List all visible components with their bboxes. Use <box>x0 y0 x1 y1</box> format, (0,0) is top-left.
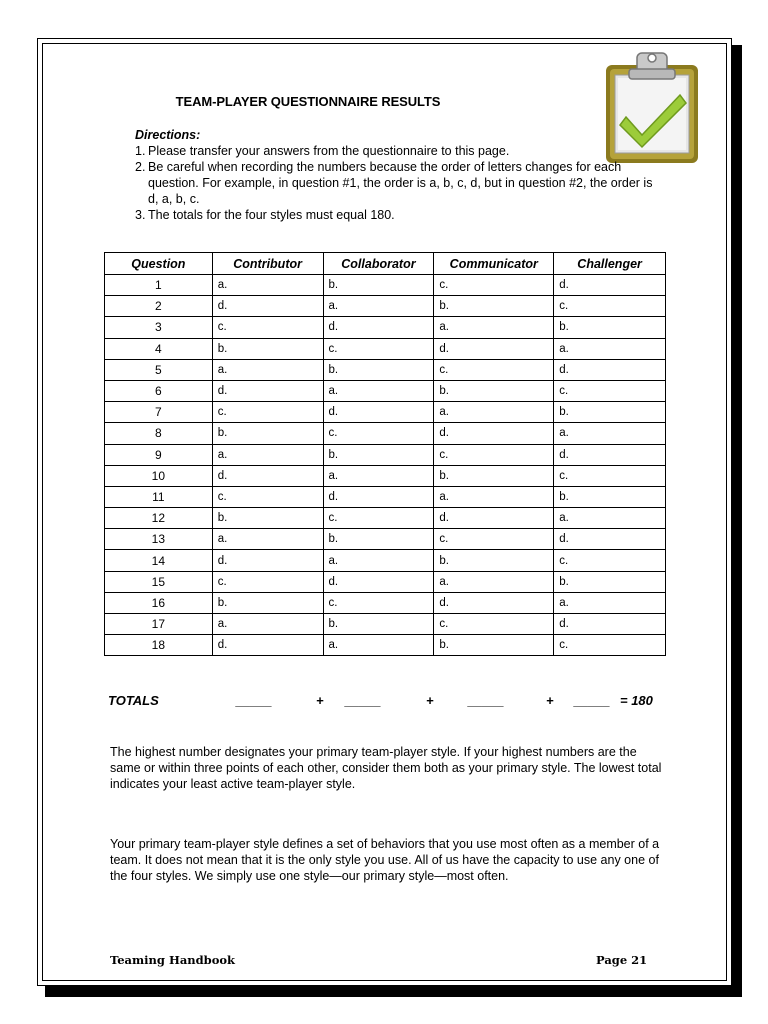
answer-cell: a. <box>212 529 323 550</box>
page-title: TEAM-PLAYER QUESTIONNAIRE RESULTS <box>175 94 441 109</box>
answer-cell: c. <box>212 402 323 423</box>
question-number-cell: 12 <box>105 508 213 529</box>
header-challenger: Challenger <box>554 253 666 275</box>
total-blank-contributor: _____ <box>236 693 273 708</box>
answer-cell: c. <box>554 635 666 656</box>
answer-cell: d. <box>323 571 434 592</box>
table-row <box>105 275 666 296</box>
answer-cell: b. <box>323 275 434 296</box>
table-row <box>105 402 666 423</box>
answer-cell: c. <box>554 550 666 571</box>
header-communicator: Communicator <box>434 253 554 275</box>
table-row <box>105 571 666 592</box>
table-row <box>105 465 666 486</box>
table-row <box>105 444 666 465</box>
answer-cell: c. <box>323 508 434 529</box>
answer-cell: d. <box>323 402 434 423</box>
answer-cell: a. <box>434 402 554 423</box>
answer-cell: b. <box>323 359 434 380</box>
answer-cell: d. <box>434 423 554 444</box>
answer-cell: b. <box>434 635 554 656</box>
answer-cell: c. <box>554 380 666 401</box>
answer-cell: c. <box>434 444 554 465</box>
answer-cell: b. <box>212 592 323 613</box>
answer-cell: c. <box>323 592 434 613</box>
total-blank-collaborator: _____ <box>345 693 382 708</box>
answer-cell: b. <box>434 465 554 486</box>
question-number-cell: 2 <box>105 296 213 317</box>
table-row <box>105 508 666 529</box>
answer-cell: b. <box>323 444 434 465</box>
total-blank-challenger: _____ <box>574 693 611 708</box>
total-blank-communicator: _____ <box>468 693 505 708</box>
answer-cell: a. <box>323 635 434 656</box>
plus-sign: + <box>426 693 434 708</box>
answer-cell: b. <box>434 296 554 317</box>
question-number-cell: 1 <box>105 275 213 296</box>
question-number-cell: 16 <box>105 592 213 613</box>
answer-cell: d. <box>554 614 666 635</box>
question-number-cell: 17 <box>105 614 213 635</box>
answer-cell: c. <box>323 338 434 359</box>
answer-cell: a. <box>212 359 323 380</box>
answer-cell: d. <box>434 338 554 359</box>
header-contributor: Contributor <box>212 253 323 275</box>
question-number-cell: 9 <box>105 444 213 465</box>
footer-page-number: Page 21 <box>596 953 648 967</box>
answer-cell: c. <box>323 423 434 444</box>
paragraph-primary-style: The highest number designates your primary team-player style. If your highest numbers are the same or within three points of each other, consider them both as your primary style. The lowest total indicates your least active team-player style. <box>110 745 662 791</box>
header-question: Question <box>105 253 213 275</box>
table-header-row <box>105 253 666 275</box>
answer-cell: d. <box>323 317 434 338</box>
answer-cell: b. <box>554 571 666 592</box>
directions-heading: Directions: <box>135 128 201 142</box>
question-number-cell: 14 <box>105 550 213 571</box>
answer-cell: d. <box>323 486 434 507</box>
plus-sign: + <box>546 693 554 708</box>
answer-cell: c. <box>434 275 554 296</box>
answer-cell: a. <box>323 550 434 571</box>
directions-list <box>104 143 664 223</box>
answer-cell: b. <box>212 508 323 529</box>
question-number-cell: 3 <box>105 317 213 338</box>
answer-cell: d. <box>434 508 554 529</box>
answer-cell: b. <box>554 317 666 338</box>
answer-cell: b. <box>212 423 323 444</box>
answer-cell: b. <box>323 614 434 635</box>
answer-cell: c. <box>554 296 666 317</box>
directions-item: 3. The totals for the four styles must equal 180. <box>135 208 395 222</box>
answer-cell: d. <box>554 529 666 550</box>
header-collaborator: Collaborator <box>323 253 434 275</box>
answer-cell: b. <box>434 550 554 571</box>
answer-cell: a. <box>434 571 554 592</box>
answer-cell: d. <box>434 592 554 613</box>
answer-cell: b. <box>554 486 666 507</box>
question-number-cell: 4 <box>105 338 213 359</box>
answer-cell: a. <box>212 275 323 296</box>
answer-cell: a. <box>554 338 666 359</box>
answer-cell: d. <box>554 359 666 380</box>
table-row <box>105 380 666 401</box>
table-row <box>105 359 666 380</box>
answer-cell: b. <box>434 380 554 401</box>
directions <box>104 127 664 223</box>
table-body <box>105 275 666 656</box>
answer-cell: c. <box>434 359 554 380</box>
question-number-cell: 5 <box>105 359 213 380</box>
answer-cell: d. <box>554 444 666 465</box>
answer-cell: a. <box>323 380 434 401</box>
table-row <box>105 486 666 507</box>
answer-cell: a. <box>554 423 666 444</box>
answer-cell: c. <box>434 614 554 635</box>
table-row <box>105 635 666 656</box>
totals-label: TOTALS <box>108 693 159 708</box>
answer-cell: a. <box>212 614 323 635</box>
table-row <box>105 296 666 317</box>
directions-item: 1. Please transfer your answers from the questionnaire to this page. <box>135 144 510 158</box>
answer-cell: a. <box>212 444 323 465</box>
answer-cell: d. <box>212 465 323 486</box>
question-number-cell: 8 <box>105 423 213 444</box>
table-row <box>105 592 666 613</box>
footer-handbook-title: Teaming Handbook <box>110 953 236 967</box>
table-row <box>105 529 666 550</box>
answer-cell: c. <box>212 571 323 592</box>
answer-cell: a. <box>554 592 666 613</box>
answer-cell: d. <box>212 296 323 317</box>
question-number-cell: 7 <box>105 402 213 423</box>
table-row <box>105 317 666 338</box>
question-number-cell: 11 <box>105 486 213 507</box>
table-row <box>105 423 666 444</box>
results-table <box>104 252 666 656</box>
answer-cell: d. <box>212 635 323 656</box>
question-number-cell: 15 <box>105 571 213 592</box>
answer-cell: a. <box>434 486 554 507</box>
answer-cell: a. <box>434 317 554 338</box>
plus-sign: + <box>316 693 324 708</box>
answer-cell: a. <box>323 465 434 486</box>
table-row <box>105 338 666 359</box>
paragraph-style-definition: Your primary team-player style defines a set of behaviors that you use most often as a member of a team. It does not mean that it is the only style you use. All of us have the capacity to use any one of the four styles. We simply use one style—our primary style—most often. <box>110 837 660 883</box>
answer-cell: d. <box>212 550 323 571</box>
answer-cell: c. <box>212 486 323 507</box>
question-number-cell: 10 <box>105 465 213 486</box>
answer-cell: d. <box>554 275 666 296</box>
answer-cell: d. <box>212 380 323 401</box>
answer-cell: a. <box>554 508 666 529</box>
answer-cell: c. <box>554 465 666 486</box>
totals-row <box>108 693 670 711</box>
question-number-cell: 18 <box>105 635 213 656</box>
answer-cell: b. <box>554 402 666 423</box>
document-page <box>37 38 732 986</box>
directions-item: 2. Be careful when recording the numbers because the order of letters changes for each question. For example, in question #1, the order is a, b, c, d, but in question #2, the order is d, a, b, c. <box>135 160 653 206</box>
answer-cell: b. <box>212 338 323 359</box>
question-number-cell: 6 <box>105 380 213 401</box>
answer-cell: b. <box>323 529 434 550</box>
answer-cell: c. <box>212 317 323 338</box>
question-number-cell: 13 <box>105 529 213 550</box>
answer-cell: c. <box>434 529 554 550</box>
table-row <box>105 614 666 635</box>
table-row <box>105 550 666 571</box>
answer-cell: a. <box>323 296 434 317</box>
totals-equals: = 180 <box>620 693 653 708</box>
